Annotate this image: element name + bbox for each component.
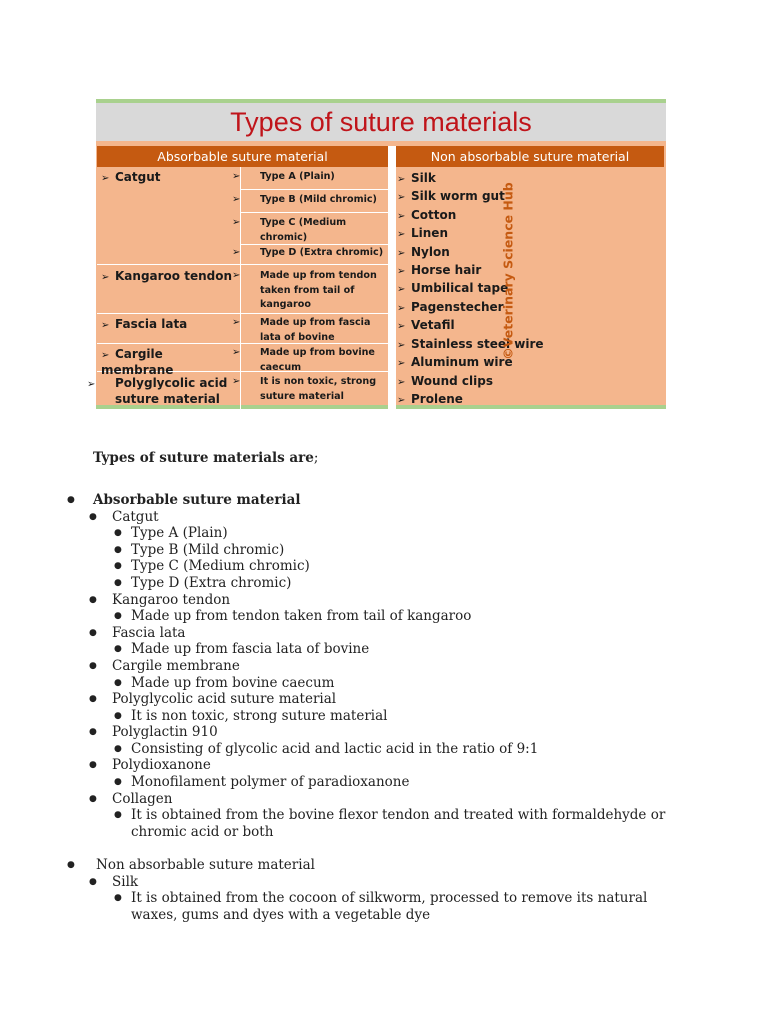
bullet-icon: ● — [114, 893, 122, 903]
bullet-icon: ● — [67, 495, 75, 505]
table-row: ➢ Kangaroo tendon — [101, 269, 233, 283]
list-item: Silk — [112, 874, 139, 890]
arrow-icon: ➢ — [397, 321, 406, 332]
table-row: ➢ Cargile membrane — [101, 347, 174, 377]
list-item-continuation: chromic acid or both — [131, 824, 274, 840]
table-cell: ➢ Type B (Mild chromic) — [246, 193, 386, 208]
arrow-icon: ➢ — [101, 320, 110, 331]
list-item: ➢ Pagenstecher — [397, 299, 504, 317]
bullet-icon: ● — [114, 678, 122, 688]
list-item: ➢ Stainless steel wire — [397, 336, 544, 354]
list-item: Made up from fascia lata of bovine — [131, 641, 370, 657]
arrow-icon: ➢ — [232, 317, 241, 328]
list-item: Fascia lata — [112, 625, 186, 641]
bullet-icon: ● — [89, 877, 97, 887]
table-cell: ➢ Type D (Extra chromic) — [246, 246, 388, 261]
list-item: Polyglactin 910 — [112, 724, 218, 740]
figure-title: Types of suture materials — [96, 103, 666, 141]
arrow-icon: ➢ — [232, 347, 241, 358]
bullet-icon: ● — [114, 777, 122, 787]
arrow-icon: ➢ — [101, 173, 110, 184]
list-item: It is non toxic, strong suture material — [131, 708, 388, 724]
arrow-icon: ➢ — [397, 266, 406, 277]
bullet-icon: ● — [114, 711, 122, 721]
bullet-icon: ● — [89, 628, 97, 638]
list-item: Consisting of glycolic acid and lactic acid in the ratio of 9:1 — [131, 741, 539, 757]
table-row: ➢ Polyglycolic acid suture material — [87, 376, 228, 406]
bullet-icon: ● — [89, 512, 97, 522]
list-item: It is obtained from the bovine flexor tendon and treated with formaldehyde or — [131, 807, 666, 823]
table-cell: ➢ Made up from tendon taken from tail of kangaroo — [232, 270, 377, 310]
table-cell: ➢ It is non toxic, strong suture material — [232, 376, 377, 402]
arrow-icon: ➢ — [232, 247, 241, 258]
list-item: ➢ Silk worm gut — [397, 188, 505, 206]
list-item: ➢ Nylon — [397, 244, 450, 262]
table-row: ➢ Fascia lata — [101, 317, 188, 331]
arrow-icon: ➢ — [232, 171, 241, 182]
table-cell: ➢ Made up from fascia lata of bovine — [232, 317, 371, 343]
bullet-icon: ● — [89, 661, 97, 671]
list-item: ➢ Wound clips — [397, 373, 493, 391]
arrow-icon: ➢ — [232, 194, 241, 205]
list-item: ➢ Prolene — [397, 391, 463, 409]
list-item: ➢ Horse hair — [397, 262, 481, 280]
list-item: Cargile membrane — [112, 658, 240, 674]
list-item: Catgut — [112, 509, 159, 525]
arrow-icon: ➢ — [101, 272, 110, 283]
list-item: ➢ Linen — [397, 225, 448, 243]
arrow-icon: ➢ — [232, 270, 241, 281]
bullet-icon: ● — [89, 794, 97, 804]
bullet-icon: ● — [114, 611, 122, 621]
bullet-icon: ● — [67, 860, 75, 870]
arrow-icon: ➢ — [397, 174, 406, 185]
arrow-icon: ➢ — [397, 229, 406, 240]
list-item: Polyglycolic acid suture material — [112, 691, 337, 707]
arrow-icon: ➢ — [397, 377, 406, 388]
arrow-icon: ➢ — [232, 376, 241, 387]
bullet-icon: ● — [89, 595, 97, 605]
arrow-icon: ➢ — [397, 248, 406, 259]
row-divider — [97, 264, 388, 265]
list-item: ➢ Umbilical tape — [397, 280, 508, 298]
arrow-icon: ➢ — [232, 217, 241, 228]
column-gap — [388, 146, 396, 409]
list-item: Made up from bovine caecum — [131, 675, 335, 691]
arrow-icon: ➢ — [101, 350, 110, 361]
bullet-icon: ● — [114, 810, 122, 820]
list-item: Made up from tendon taken from tail of kangaroo — [131, 608, 472, 624]
list-item-continuation: waxes, gums and dyes with a vegetable dye — [131, 907, 431, 923]
list-item: ➢ Cotton — [397, 207, 456, 225]
list-item: Type D (Extra chromic) — [131, 575, 292, 591]
list-item: ➢ Aluminum wire — [397, 354, 513, 372]
bullet-icon: ● — [114, 744, 122, 754]
list-item: Monofilament polymer of paradioxanone — [131, 774, 410, 790]
arrow-icon: ➢ — [397, 303, 406, 314]
arrow-icon: ➢ — [397, 358, 406, 369]
absorbable-header: Absorbable suture material — [97, 146, 388, 167]
row-divider — [97, 313, 388, 314]
non-absorbable-header: Non absorbable suture material — [396, 146, 664, 167]
row-divider — [240, 189, 388, 190]
arrow-icon: ➢ — [397, 192, 406, 203]
list-item: Polydioxanone — [112, 757, 211, 773]
list-item: Kangaroo tendon — [112, 592, 231, 608]
list-item: Type A (Plain) — [131, 525, 228, 541]
section-heading-non-absorbable: Non absorbable suture material — [96, 857, 315, 873]
suture-types-figure: Types of suture materials Absorbable suture material Non absorbable suture material ➢ Catgut ➢ Kangaroo tendon ➢ Fascia lata ➢ Cargile membrane ➢ Polyglycolic acid suture material ➢ Type A (Plain) ➢ Type B (Mild chromic) ➢ Type C (Medium chromic) ➢ Type D (Extra chromic) ➢ Made up from tendon taken from tail of kangaroo ➢ Made up from fascia lata of bovine ➢ Made up from bovine caecum ➢ It is non toxic, strong suture material ➢ Silk ➢ Silk worm gut ➢ Cotton ➢ Linen ➢ Nylon ➢ Horse hair ➢ Umbilical tape ➢ Pagenstecher ➢ Vetafil ➢ Stainless steel wire ➢ Aluminum wire ➢ Wound clips ➢ Prolene ©Veterinary Science Hub — [96, 99, 666, 409]
intro-text: Types of suture materials are; — [93, 450, 319, 466]
list-item: ➢ Silk — [397, 170, 436, 188]
bullet-icon: ● — [89, 727, 97, 737]
list-item: Type B (Mild chromic) — [131, 542, 285, 558]
table-row: ➢ Catgut — [101, 170, 161, 184]
table-cell: ➢ Made up from bovine caecum — [232, 347, 375, 373]
bullet-icon: ● — [114, 545, 122, 555]
bullet-icon: ● — [89, 760, 97, 770]
list-item: ➢ Vetafil — [397, 317, 455, 335]
arrow-icon: ➢ — [397, 211, 406, 222]
list-item: It is obtained from the cocoon of silkworm, processed to remove its natural — [131, 890, 648, 906]
bullet-icon: ● — [89, 694, 97, 704]
arrow-icon: ➢ — [397, 340, 406, 351]
arrow-icon: ➢ — [87, 379, 96, 390]
bullet-icon: ● — [114, 561, 122, 571]
list-item: Type C (Medium chromic) — [131, 558, 310, 574]
section-heading-absorbable: Absorbable suture material — [93, 492, 301, 508]
list-item: Collagen — [112, 791, 173, 807]
arrow-icon: ➢ — [397, 395, 406, 406]
arrow-icon: ➢ — [397, 284, 406, 295]
row-divider — [240, 212, 388, 213]
bullet-icon: ● — [114, 578, 122, 588]
table-cell: ➢ Type A (Plain) — [246, 170, 386, 185]
table-cell: ➢ Type C (Medium chromic) — [232, 217, 347, 243]
bullet-icon: ● — [114, 528, 122, 538]
bullet-icon: ● — [114, 644, 122, 654]
